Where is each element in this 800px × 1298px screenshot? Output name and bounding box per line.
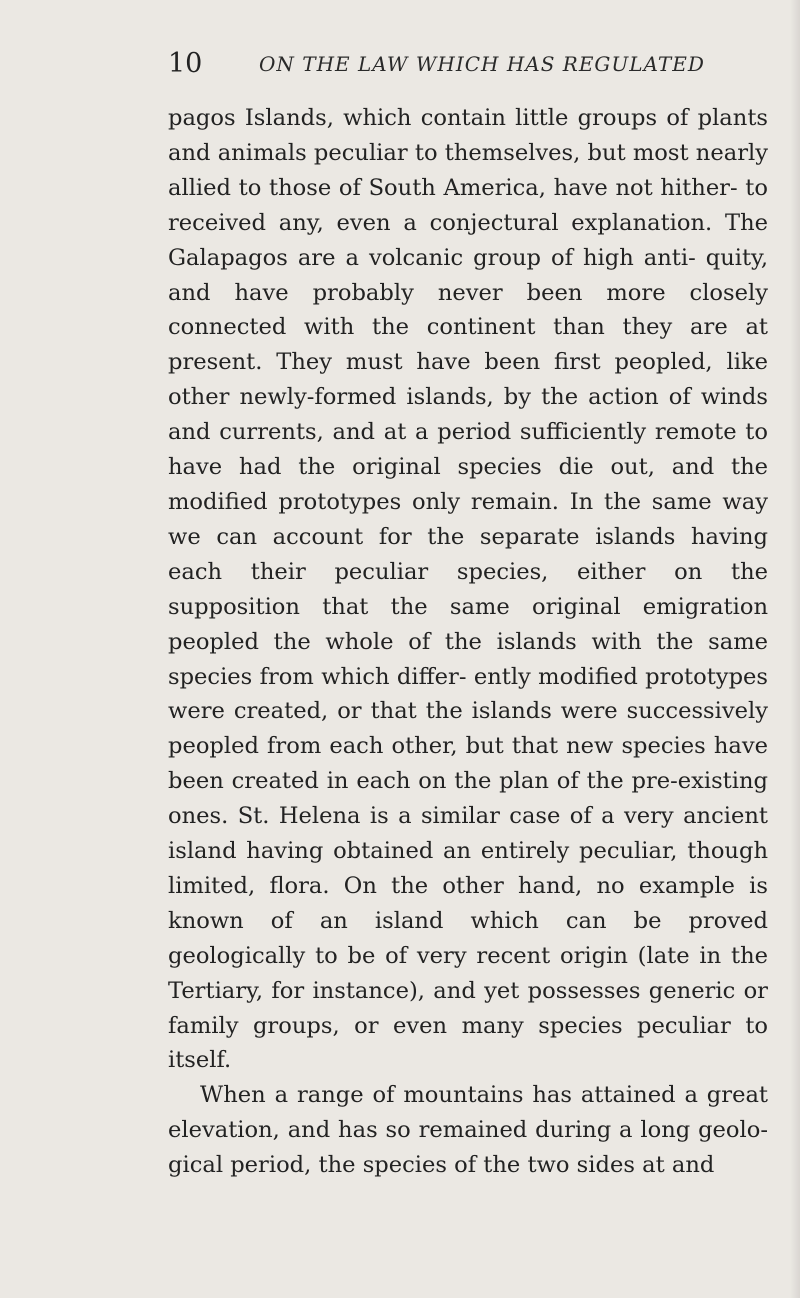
page-number: 10 <box>168 48 203 79</box>
paragraph: pagos Islands, which contain little groups of plants and animals peculiar to themselves, but most nearly allied to those of South America, have not hither- to received any, even a conjectural explanation. The Galapagos are a volcanic group of high anti- quity, and have probably never been more closely connected with the continent than they are at present. They must have been first peopled, like other newly-formed islands, by the action of winds and currents, and at a period sufficiently remote to have had the original species die out, and the modified prototypes only remain. In the same way we can account for the separate islands having each their peculiar species, either on the supposition that the same original emigration peopled the whole of the islands with the same species from which differ- ently modified prototypes were created, or that the islands were successively peopled from each other, but that new species have been created in each on the plan of the pre-existing ones. St. Helena is a similar case of a very ancient island having obtained an entirely peculiar, though limited, flora. On the other hand, no example is known of an island which can be proved geologically to be of very recent origin (late in the Tertiary, for instance), and yet possesses generic or family groups, or even many species peculiar to itself. <box>168 105 768 1074</box>
body-text <box>168 101 768 1183</box>
running-title: ON THE LAW WHICH HAS REGULATED <box>259 52 705 76</box>
page-header <box>168 48 768 88</box>
page-edge-shadow <box>790 0 800 1298</box>
paragraph: When a range of mountains has attained a great elevation, and has so remained during a long geolo- gical period, the species of the two sides at and <box>168 1082 768 1179</box>
